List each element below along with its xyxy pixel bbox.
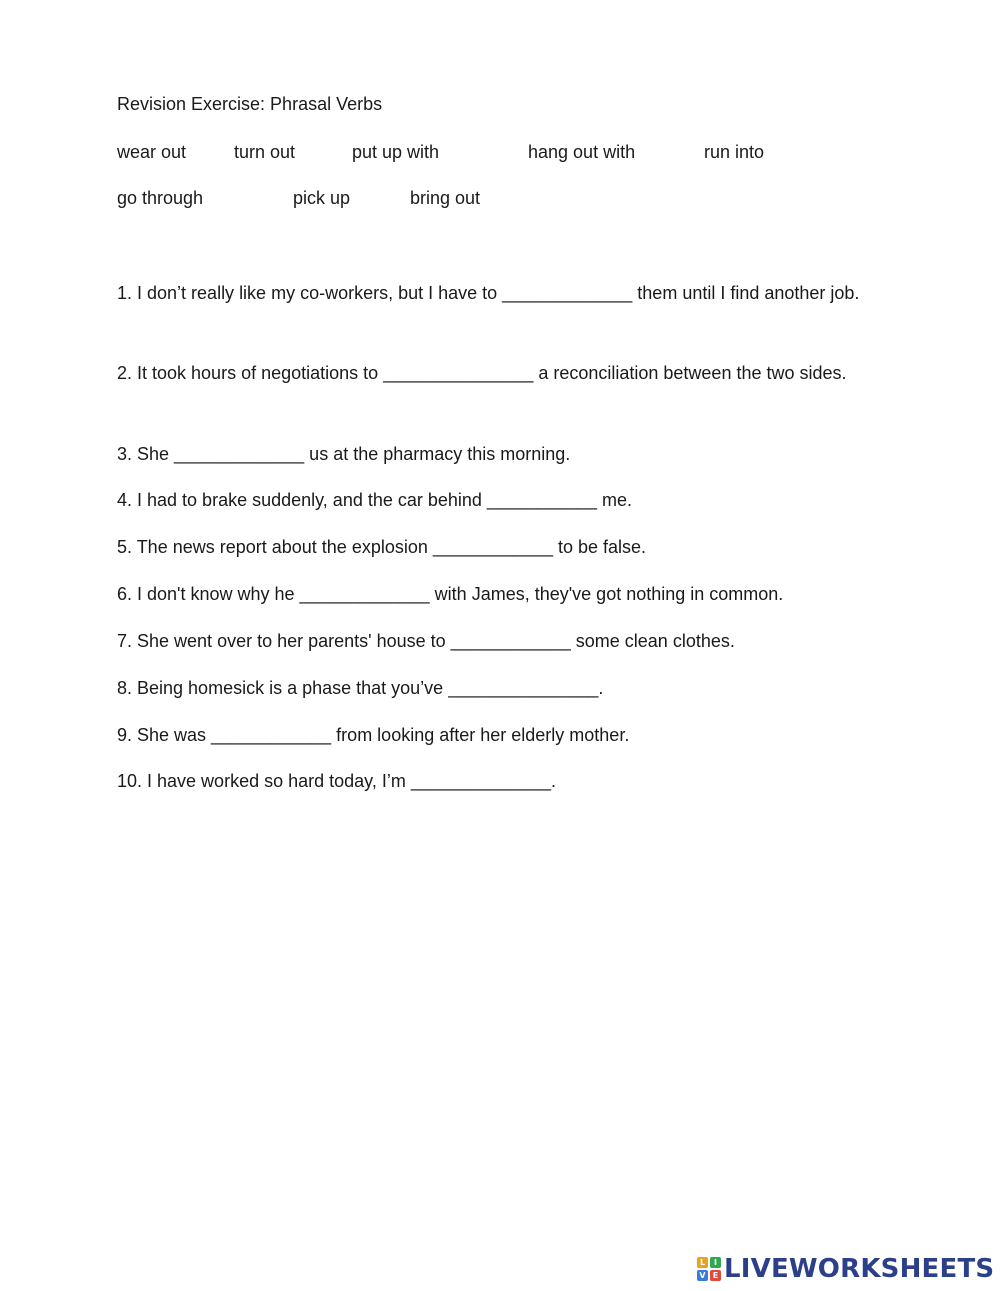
question-item: 4. I had to brake suddenly, and the car behind ___________ me. [117,490,633,510]
word-bank-item: bring out [410,188,481,208]
word-bank-item: turn out [234,142,296,162]
word-bank-item: pick up [293,188,351,208]
question-item: 8. Being homesick is a phase that you’ve _______________. [117,678,604,698]
liveworksheets-logo [697,1254,994,1284]
word-bank-item: wear out [117,142,187,162]
word-bank-item: go through [117,188,204,208]
question-item: 7. She went over to her parents' house to ____________ some clean clothes. [117,631,735,651]
word-bank-item: hang out with [528,142,636,162]
logo-block: I [710,1257,721,1268]
question-item: 5. The news report about the explosion ____________ to be false. [117,537,647,557]
logo-blocks-icon [697,1257,721,1281]
logo-text: LIVEWORKSHEETS [724,1254,995,1284]
question-item: 2. It took hours of negotiations to _______________ a reconciliation between the two sides. [117,363,847,383]
question-item: 9. She was ____________ from looking after her elderly mother. [117,725,630,745]
question-item: 6. I don't know why he _____________ with James, they've got nothing in common. [117,584,784,604]
question-item: 3. She _____________ us at the pharmacy this morning. [117,444,571,464]
page-title: Revision Exercise: Phrasal Verbs [117,94,383,114]
question-item: 10. I have worked so hard today, I’m ______________. [117,771,556,791]
logo-block: E [710,1270,721,1281]
word-bank-item: run into [704,142,765,162]
question-item: 1. I don’t really like my co-workers, but I have to _____________ them until I find another job. [117,283,860,303]
logo-block: V [697,1270,708,1281]
word-bank-item: put up with [352,142,440,162]
logo-block: L [697,1257,708,1268]
